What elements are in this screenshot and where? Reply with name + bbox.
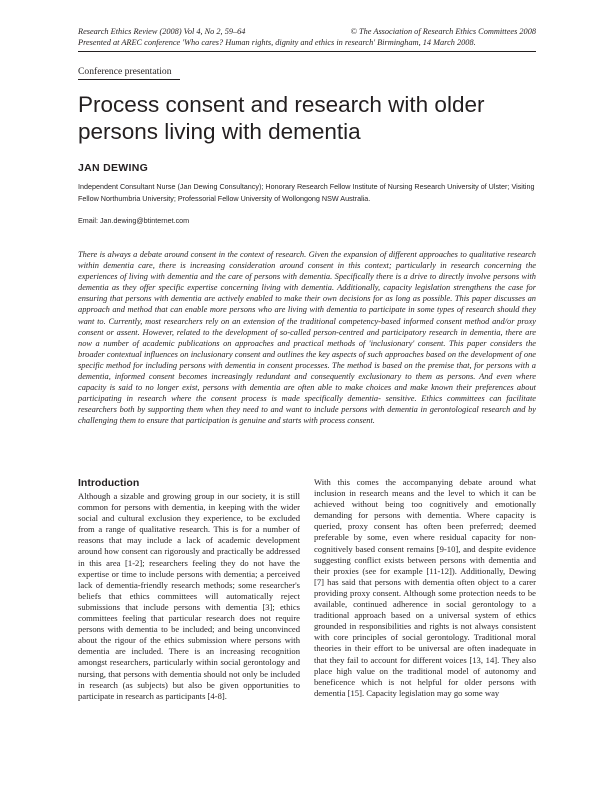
- introduction-heading: Introduction: [78, 477, 140, 489]
- section-label: Conference presentation: [78, 66, 172, 77]
- author-email: Email: Jan.dewing@btinternet.com: [78, 216, 190, 225]
- body-column-right: [314, 477, 536, 699]
- introduction-paragraph: Although a sizable and growing group in our society, it is still common for persons with dementia, in keeping with the wider social and cultural exclusion they experience, to be excluded from a range of qualitative research. This is for a number of reasons that may include a lack of academic development around how consent can rigorously and practically be addressed in this area [1-2]; researchers feeling they do not have the expertise or time to include persons with dementia; a perceived lack of dementia-friendly research methods; some researcher's beliefs that ethics committees will automatically reject submissions that include persons with dementia [3]; ethics committees feeling that particular research does not require persons with dementia to be included; and being unconvinced about the rigour of the ethics submission where persons with dementia are included. There is an increasing recognition amongst researchers, particularly within social gerontology and nursing, that persons with dementia should not only be included in research (as subjects) but also be given opportunities to participate in research as participants [4-8].: [78, 491, 300, 701]
- copyright-notice: © The Association of Research Ethics Committees 2008: [350, 27, 536, 36]
- body-paragraph: With this comes the accompanying debate around what inclusion in research means and the level to which it can be achieved without being too cognitively and emotionally demanding for persons with dementia. Where capacity is queried, proxy consent has often been preferred; deemed preferable by some, even where residual capacity for non-cognitively based consent remains [9-10], and despite evidence suggesting conflict exists between persons with dementia and their proxies (see for example [11-12]). Additionally, Dewing [7] has said that persons with dementia often object to a carer providing proxy consent. Although some protection needs to be available, continued adherence in social gerontology to a traditional approach based on a universal system of ethics grounded in responsibilities and rights is not always consistent with core principles of social gerontology. Traditional moral theories in their effort to be universal are often inadequate in that they fail to account for different voices [13, 14]. They also place high value on the traditional model of autonomy and beneficence which is not helpful for older persons with dementia [15]. Capacity legislation may go some way: [314, 477, 536, 698]
- conference-note: Presented at AREC conference 'Who cares? Human rights, dignity and ethics in research' Birmingham, 14 March 2008.: [78, 38, 476, 47]
- section-underline: [78, 79, 180, 80]
- abstract: There is always a debate around consent in the context of research. Given the expansion of different approaches to qualitative research within dementia care, there is increasing consideration around consent in this context; particularly in research concerning the experiences of living with dementia and the care of persons with dementia. Specifically there is a drive to directly involve persons with dementia as they offer specific expertise concerning living with dementia. Additionally, capacity legislation strengthens the case for ensuring that persons with dementia are actively enabled to make their own decisions for as long as possible. This paper discusses an approach and method that can enable more persons who are living with dementia to participate in some types of research should they want to. Currently, most researchers rely on an extension of the traditional competency-based informed consent method and/or proxy consent or assent. However, related to the development of so-called person-centred and participatory research in dementia, there are now a number of academic publications on approaches and practical methods of 'inclusionary' consent. This paper considers the broader contextual influences on inclusionary consent and outlines the key aspects of such approaches based on the development of one specific method for including persons with dementia in consent processes. The method is based on the premise that, for persons with a dementia, informed consent becomes increasingly redundant and consequently exclusionary to them as persons. And even where capacity is said to no longer exist, persons with dementia are often able to make choices and make known their preferences about participating in research where the consent process is made specifically dementia- sensitive. Ethics committees can facilitate researchers both by supporting them when they need to and want to include persons with dementia in gerontological research and by challenging them to ensure that participation is genuine and starts with process consent.: [78, 250, 536, 426]
- journal-citation: Research Ethics Review (2008) Vol 4, No 2, 59–64: [78, 27, 246, 36]
- body-column-left: [78, 477, 300, 702]
- article-title: Process consent and research with older persons living with dementia: [78, 92, 485, 144]
- author-name: JAN DEWING: [78, 162, 149, 174]
- author-affiliation: Independent Consultant Nurse (Jan Dewing Consultancy); Honorary Research Fellow Institute of Nursing Research University of Ulster; Visiting Fellow Northumbria University; Professorial Fellow University of Wollongong NSW Australia.: [78, 182, 535, 203]
- header-divider: [78, 51, 536, 52]
